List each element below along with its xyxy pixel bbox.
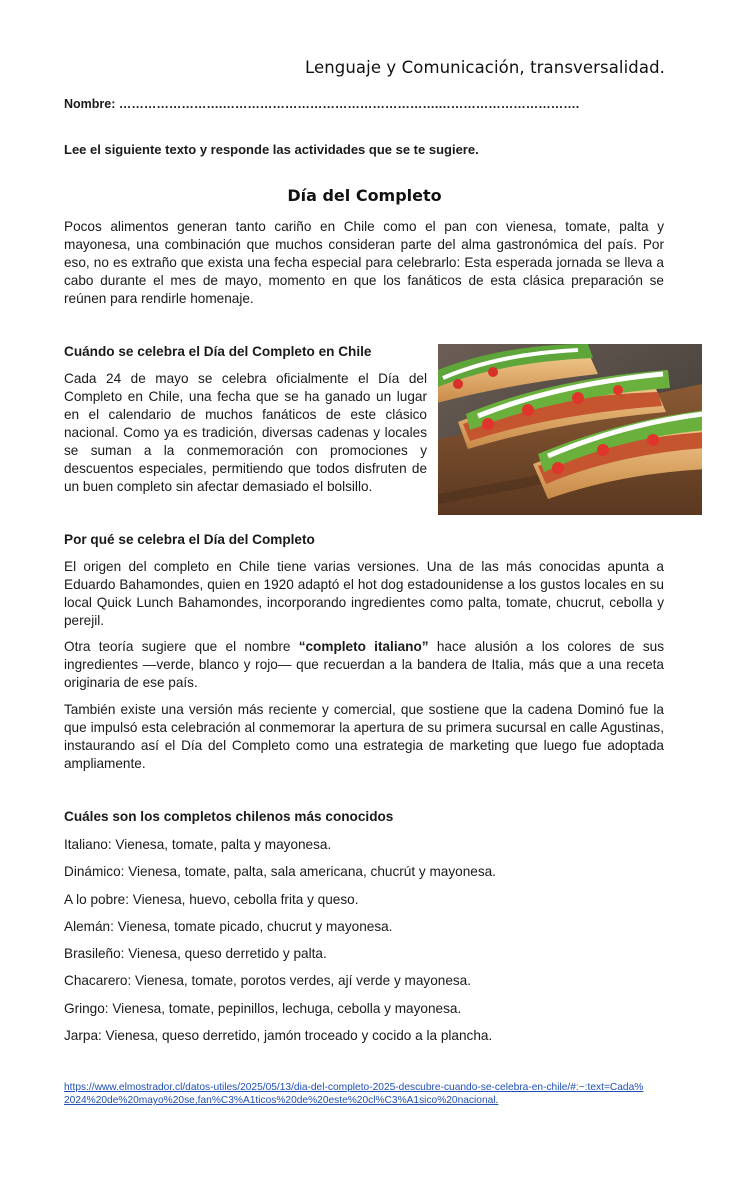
- list-item: Italiano: Vienesa, tomate, palta y mayonesa.: [64, 837, 332, 852]
- instructions: Lee el siguiente texto y responde las actividades que se te sugiere.: [64, 142, 479, 157]
- section-heading-why: Por qué se celebra el Día del Completo: [64, 532, 315, 547]
- list-item: Chacarero: Vienesa, tomate, porotos verdes, ají verde y mayonesa.: [64, 973, 472, 989]
- completo-photo: [438, 344, 702, 515]
- source-period: .: [495, 1095, 499, 1106]
- source-link[interactable]: https://www.elmostrador.cl/datos-utiles/2025/05/13/dia-del-completo-2025-descubre-cuando-se-celebra-en-chile/#:~:text=Cada%2024%20de%20mayo%20se,fan%C3%A1ticos%20de%20este%20cl%C3%A1sico%20nacional: [64, 1082, 644, 1106]
- header-subject: Lenguaje y Comunicación, transversalidad.: [304, 58, 665, 77]
- list-item: Dinámico: Vienesa, tomate, palta, sala americana, chucrút y mayonesa.: [64, 864, 496, 880]
- completo-types-list: [64, 836, 496, 1054]
- section-heading-when: Cuándo se celebra el Día del Completo en Chile: [64, 344, 372, 359]
- list-item: Alemán: Vienesa, tomate picado, chucrut y mayonesa.: [64, 918, 393, 934]
- name-field-line: Nombre: …………………….…………………………………………….…………………………….: [64, 97, 580, 111]
- italian-theory-text-start: Otra teoría sugiere que el nombre: [64, 639, 299, 654]
- domino-paragraph: También existe una versión más reciente y comercial, que sostiene que la cadena Dominó fue la que impulsó esta celebración al conmemorar la apertura de su primera sucursal en calle Agustinas, instaurando así el Día del Completo como una estrategia de marketing que luego fue adoptada ampliamente.: [64, 702, 664, 771]
- document-title: Día del Completo: [287, 186, 442, 205]
- source-footnote: [64, 1081, 644, 1107]
- italian-theory-text-end: hace alusión a los colores de sus ingredientes —verde, blanco y rojo— que recuerdan a la bandera de Italia, más que a una receta originaria de ese país.: [64, 639, 664, 690]
- italian-theory-paragraph: [64, 638, 664, 692]
- intro-paragraph: Pocos alimentos generan tanto cariño en Chile como el pan con vienesa, tomate, palta y mayonesa, una combinación que muchos consideran parte del alma gastronómica del país. Por eso, no es extraño que exista una fecha especial para celebrarlo: Esta esperada jornada se lleva a cabo durante el mes de mayo, momento en que los fanáticos de esta clásica preparación se reúnen para rendirle homenaje.: [64, 219, 664, 306]
- list-item: Jarpa: Vienesa, queso derretido, jamón troceado y cocido a la plancha.: [64, 1028, 493, 1044]
- completo-italiano-term: “completo italiano”: [298, 639, 429, 654]
- list-item: A lo pobre: Vienesa, huevo, cebolla frita y queso.: [64, 891, 359, 907]
- section-when-text: Cada 24 de mayo se celebra oficialmente el Día del Completo en Chile, una fecha que se ha ganado un lugar en el calendario de muchos fanáticos de este clásico nacional. Como ya es tradición, diversas cadenas y locales se suman a la conmemoración con promociones y descuentos especiales, permitiendo que todos disfruten de un buen completo sin afectar demasiado el bolsillo.: [64, 371, 427, 494]
- list-item: Brasileño: Vienesa, queso derretido y palta.: [64, 946, 327, 962]
- list-item: Gringo: Vienesa, tomate, pepinillos, lechuga, cebolla y mayonesa.: [64, 1000, 462, 1016]
- origin-paragraph: El origen del completo en Chile tiene varias versiones. Una de las más conocidas apunta a Eduardo Bahamondes, quien en 1920 adaptó el hot dog estadounidense a los gustos locales en su local Quick Lunch Bahamondes, incorporando ingredientes como palta, tomate, chucrut, cebolla y perejil.: [64, 559, 664, 628]
- section-heading-types: Cuáles son los completos chilenos más conocidos: [64, 809, 394, 824]
